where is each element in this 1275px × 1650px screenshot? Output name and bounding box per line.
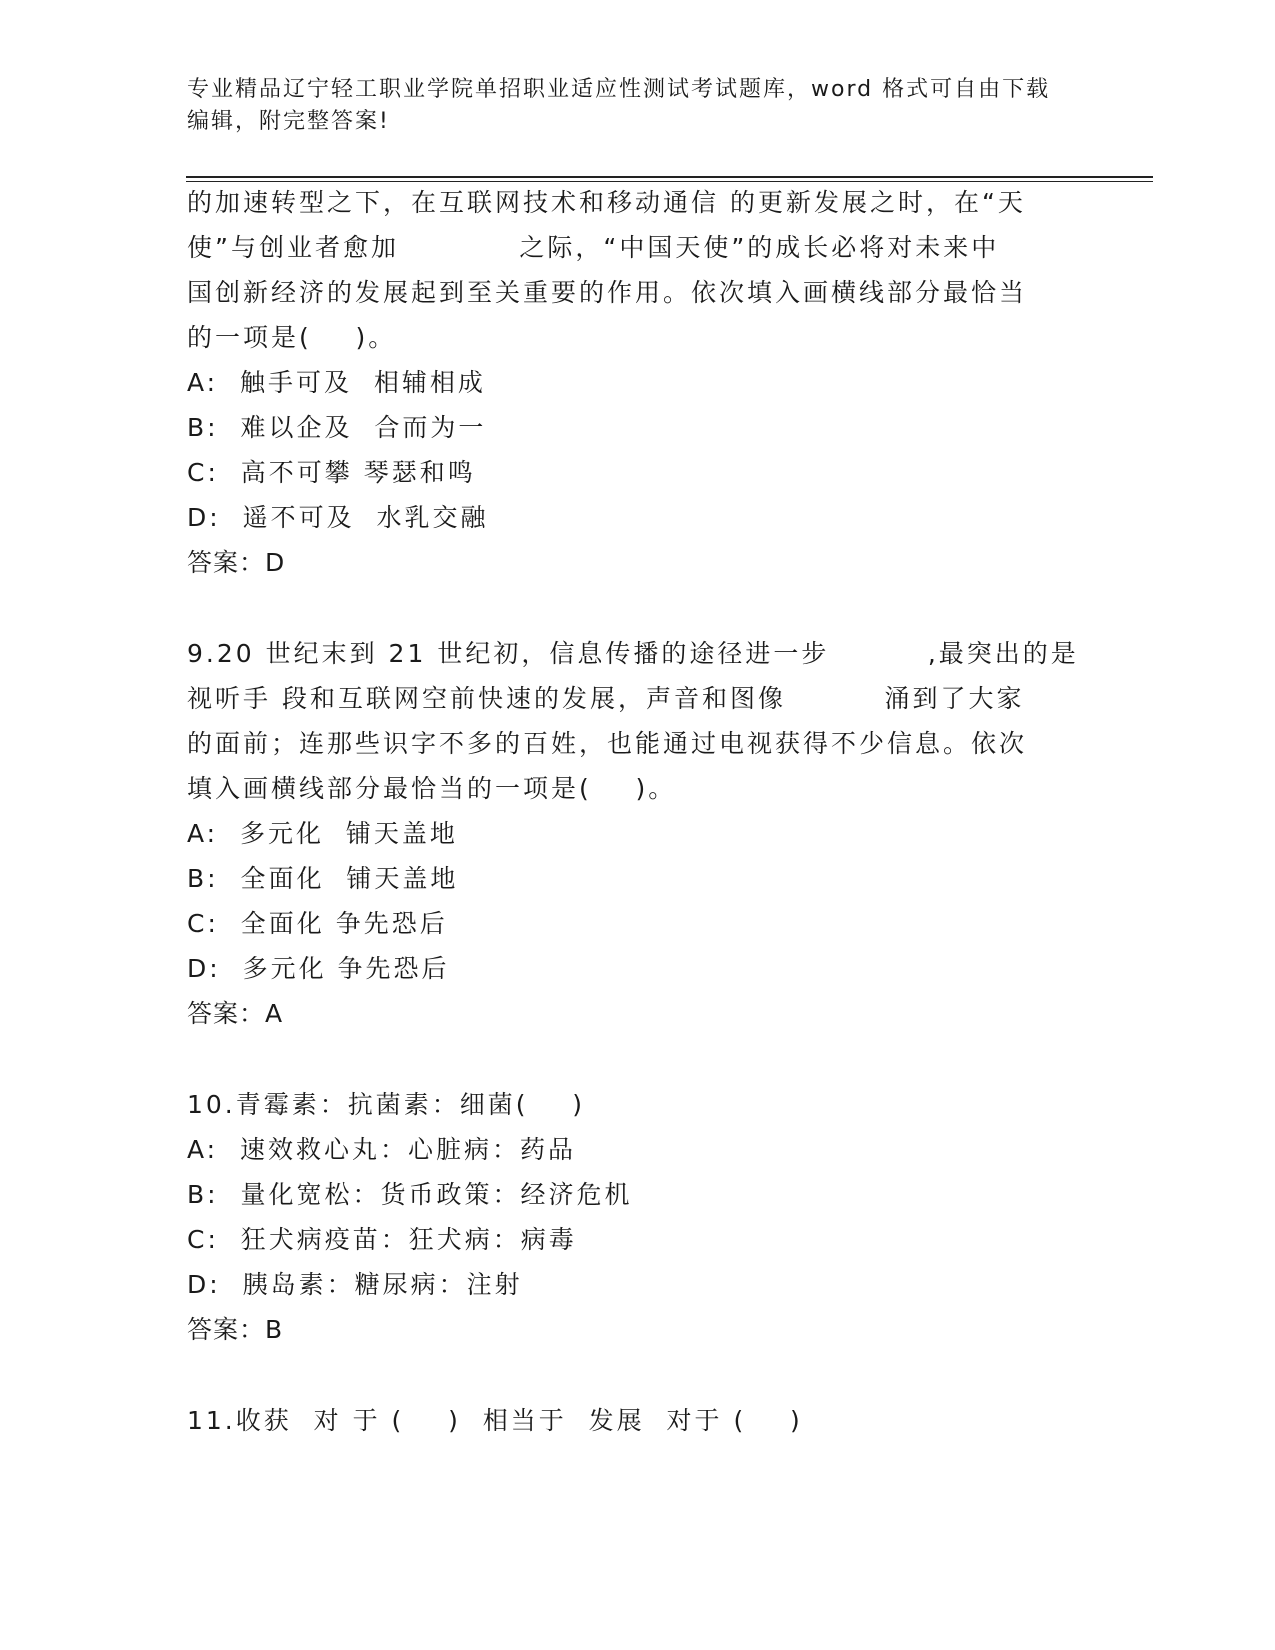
question-text-line: 的一项是( )。	[187, 323, 397, 352]
question-text-line: 使”与创业者愈加 之际，“中国天使”的成长必将对未来中	[187, 233, 1000, 262]
question-text-line: 11.收获 对 于 ( ) 相当于 发展 对于 ( )	[187, 1406, 803, 1435]
option-b: B: 全面化 铺天盖地	[187, 864, 459, 893]
option-d: D: 多元化 争先恐后	[187, 954, 450, 983]
page-header	[187, 74, 1087, 138]
question-text-line: 的加速转型之下，在互联网技术和移动通信 的更新发展之时，在“天	[187, 188, 1026, 217]
question-11	[187, 1398, 1087, 1443]
option-a: A: 多元化 铺天盖地	[187, 819, 458, 848]
question-9	[187, 631, 1087, 1036]
option-a: A: 触手可及 相辅相成	[187, 368, 486, 397]
header-divider-thick	[186, 176, 1153, 178]
option-b: B: 量化宽松：货币政策：经济危机	[187, 1180, 633, 1209]
answer: 答案：A	[187, 999, 284, 1028]
header-line-1: 专业精品辽宁轻工职业学院单招职业适应性测试考试题库，word 格式可自由下载	[187, 77, 1051, 102]
option-c: C: 全面化 争先恐后	[187, 909, 448, 938]
header-line-2: 编辑，附完整答案!	[187, 109, 390, 134]
question-text-line: 视听手 段和互联网空前快速的发展，声音和图像 涌到了大家	[187, 684, 1025, 713]
option-c: C: 高不可攀 琴瑟和鸣	[187, 458, 476, 487]
option-c: C: 狂犬病疫苗：狂犬病：病毒	[187, 1225, 577, 1254]
question-10	[187, 1082, 1087, 1352]
question-text-line: 国创新经济的发展起到至关重要的作用。依次填入画横线部分最恰当	[187, 278, 1028, 307]
option-a: A: 速效救心丸：心脏病：药品	[187, 1135, 576, 1164]
question-text-line: 10.青霉素：抗菌素：细菌( )	[187, 1090, 586, 1119]
question-text-line: 的面前；连那些识字不多的百姓，也能通过电视获得不少信息。依次	[187, 729, 1028, 758]
question-text-line: 9.20 世纪末到 21 世纪初，信息传播的途径进一步 ,最突出的是	[187, 639, 1079, 668]
option-d: D: 胰岛素：糖尿病：注射	[187, 1270, 523, 1299]
question-8	[187, 180, 1087, 585]
answer: 答案：D	[187, 548, 286, 577]
option-d: D: 遥不可及 水乳交融	[187, 503, 489, 532]
option-b: B: 难以企及 合而为一	[187, 413, 487, 442]
answer: 答案：B	[187, 1315, 284, 1344]
question-text-line: 填入画横线部分最恰当的一项是( )。	[187, 774, 677, 803]
